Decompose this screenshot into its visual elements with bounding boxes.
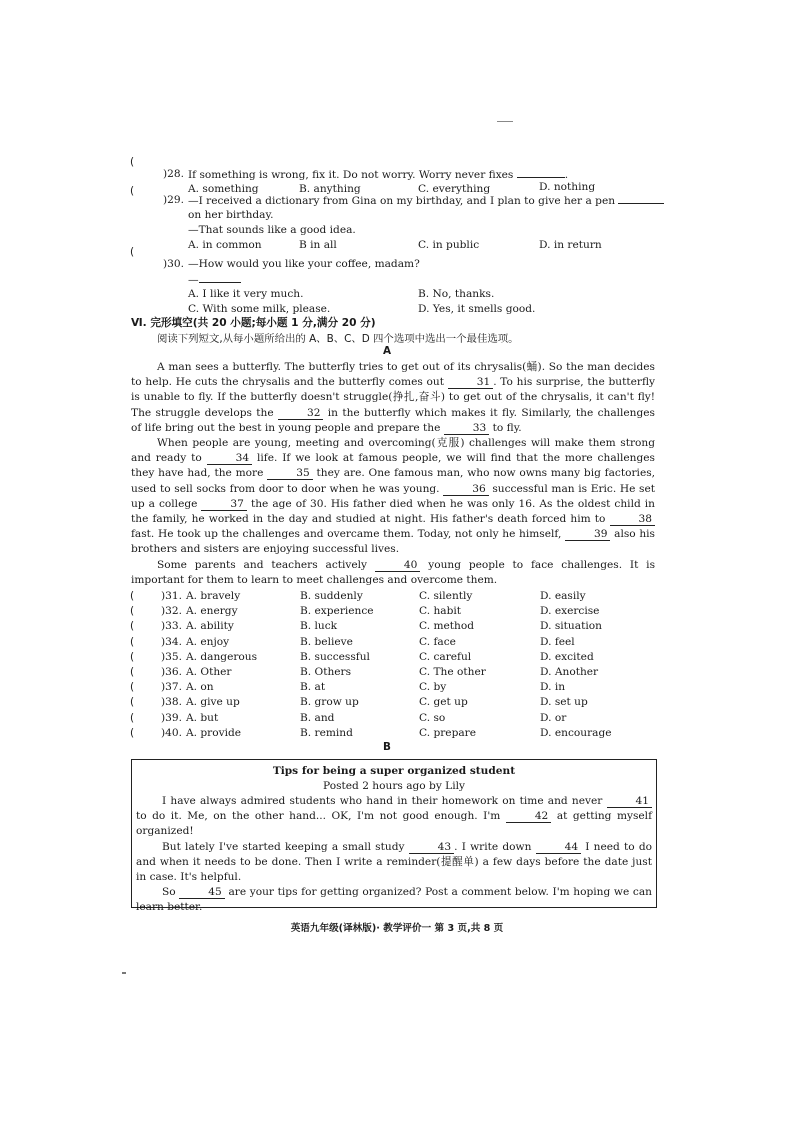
option-c: C. prepare [419,726,477,739]
question-number: )29. [163,194,184,206]
choice-row [131,604,655,619]
passage-b-box [131,759,657,914]
option-d: D. nothing [539,181,596,193]
answer-blank [199,272,241,283]
section-title: Ⅵ. 完形填空(共 20 小题;每小题 1 分,满分 20 分) [131,317,376,329]
blank-34: 34 [207,452,252,465]
answer-paren: ( [130,635,135,648]
blank-36: 36 [443,483,488,496]
passage-b-byline: Posted 2 hours ago by Lily [323,780,465,792]
passage-a-paragraph-1: A man sees a butterfly. The butterfly tries to get out of its chrysalis(蛹). So the man decides to help. He cuts the chrysalis and the butterfly comes out 31 . To his surprise, the butterfly is unable to fly. If the butterfly doesn't struggle(挣扎,奋斗) to get out of the chrysalis, it can't fly! The struggle develops the 32 in the butterfly which makes it fly. Similarly, the challenges of life bring out the best in young people and prepare the 33 to fly. [131,361,655,434]
option-b: B. successful [300,650,370,663]
choice-row [131,665,655,680]
question-number: )37. [161,681,182,694]
question-number: )35. [161,650,182,663]
answer-paren: ( [130,665,135,678]
option-a: A. in common [188,239,262,251]
section-instructions: 阅读下列短文,从每小题所给出的 A、B、C、D 四个选项中选出一个最佳选项。 [157,333,519,345]
passage-a-paragraph-3: Some parents and teachers actively 40 young people to face challenges. It is important for them to learn to meet challenges and overcome them. [131,558,656,586]
option-d: D. encourage [540,726,612,739]
option-a: A. enjoy [186,635,230,648]
question-number: )31. [161,590,182,602]
answer-paren: ( [130,620,135,633]
option-b: B. luck [300,620,338,633]
passage-a-paragraph-2: When people are young, meeting and overcoming(克服) challenges will make them strong and ready to 34 life. If we look at famous people, we will find that the more challenges they have had, the more 35 they are. One famous man, who now owns many big factories, used to sell socks from door to door when he was young. 36 successful man is Eric. He set up a college 37 the age of 30. His father died when he was only 16. As the oldest child in the family, he worked in the day and studied at night. His father's death forced him to 38 fast. He took up the challenges and overcame them. Today, not only he himself, 39 also his brothers and sisters are enjoying successful lives. [131,437,656,556]
answer-paren: ( [130,650,135,663]
option-b: B. Others [300,665,352,678]
option-b: B. grow up [300,696,359,709]
answer-paren: ( [130,605,135,618]
blank-43: 43 [409,841,454,854]
blank-39: 39 [565,528,610,541]
answer-blank [618,193,664,204]
question-number: )38. [161,696,182,709]
option-a: A. give up [186,696,240,709]
option-b: B. anything [299,183,361,195]
choice-row [131,695,655,710]
blank-45: 45 [179,886,224,899]
page-footer: 英语九年级(译林版)· 教学评价一 第 3 页,共 8 页 [290,923,504,934]
answer-paren: ( [130,681,135,694]
blank-38: 38 [610,513,655,526]
blank-42: 42 [506,810,551,823]
question-stem: —How would you like your coffee, madam? [188,258,420,270]
option-d: D. exercise [540,605,600,618]
answer-paren: ( [130,185,135,197]
question-stem-continued: on her birthday. [188,209,274,221]
blank-33: 33 [444,422,489,435]
option-a: A. dangerous [186,650,258,663]
answer-paren: ( [130,696,135,709]
option-a: A. but [186,711,219,724]
option-c: C. get up [419,696,468,709]
question-stem: If something is wrong, fix it. Do not worry. Worry never fixes . [188,169,569,181]
question-number: )36. [161,665,182,678]
blank-44: 44 [536,841,581,854]
option-d: D. feel [540,635,575,648]
blank-40: 40 [375,559,420,572]
blank-41: 41 [607,795,652,808]
blank-35: 35 [267,467,312,480]
choice-row [131,680,655,695]
question-reply: —That sounds like a good idea. [188,224,356,236]
passage-b-label: B [383,741,391,753]
option-a: A. bravely [186,590,241,602]
option-c: C. by [419,681,447,694]
option-a: A. Other [186,665,232,678]
option-c: C. face [419,635,456,648]
option-b: B. remind [300,726,353,739]
passage-b-paragraph-1: I have always admired students who hand in their homework on time and never 41 to do it. Me, on the other hand... OK, I'm not good enough. I'm 42 at getting myself organized! [136,795,652,838]
question-number: )39. [161,711,182,724]
option-d: D. or [540,711,567,724]
scan-speck [122,972,126,974]
choice-row [131,726,655,741]
choice-row [131,589,655,604]
option-c: C. so [419,711,446,724]
option-a: A. ability [186,620,234,633]
scan-mark [497,121,513,122]
option-c: C. The other [419,665,486,678]
option-b: B. experience [300,605,374,618]
choice-row [131,619,655,634]
option-b: B. No, thanks. [418,288,495,300]
choice-row [131,635,655,650]
options-row-1 [131,287,655,302]
passage-b-paragraph-2: But lately I've started keeping a small study 43 . I write down 44 I need to do and when it needs to be done. Then I write a reminder(提醒单) a few days before the date just in case. It's helpful. [136,840,652,884]
blank-37: 37 [201,498,246,511]
question-number: )28. [163,168,184,180]
option-a: A. provide [186,726,242,739]
option-d: D. Yes, it smells good. [418,303,536,315]
choice-row [131,650,655,665]
choice-row [131,711,655,726]
blank-31: 31 [448,376,493,389]
option-d: D. easily [540,590,586,602]
option-c: C. method [419,620,475,633]
option-a: A. I like it very much. [188,288,304,300]
passage-b-paragraph-3: So 45 are your tips for getting organized? Post a comment below. I'm hoping we can learn better. [136,886,652,914]
passage-a [131,360,655,588]
option-d: D. in [540,681,566,694]
option-b: B in all [299,239,337,251]
option-a: A. on [186,681,214,694]
passage-a-label: A [382,345,392,357]
option-c: C. everything [418,183,491,195]
question-number: )30. [163,258,184,270]
question-number: )34. [161,635,182,648]
option-b: B. believe [300,635,353,648]
option-c: C. habit [419,605,462,618]
option-d: D. in return [539,239,602,251]
answer-paren: ( [130,726,135,739]
answer-blank [517,167,565,178]
option-b: B. and [300,711,335,724]
question-number: )32. [161,605,182,618]
passage-b-title: Tips for being a super organized student [272,765,516,777]
option-d: D. Another [540,665,599,678]
option-c: C. careful [419,650,472,663]
option-b: B. suddenly [300,590,363,602]
option-d: D. situation [540,620,602,633]
option-c: C. With some milk, please. [188,303,331,315]
option-c: C. silently [419,590,473,602]
question-number: )40. [161,726,182,739]
option-d: D. excited [540,650,594,663]
question-30 [130,246,655,317]
option-d: D. set up [540,696,588,709]
question-stem: —I received a dictionary from Gina on my birthday, and I plan to give her a pen [188,193,664,209]
option-a: A. energy [186,605,238,618]
answer-paren: ( [130,246,135,258]
option-a: A. something [188,183,259,195]
answer-paren: ( [130,590,135,602]
cloze-choices [131,589,655,741]
option-b: B. at [300,681,326,694]
answer-paren: ( [130,711,135,724]
answer-paren: ( [130,156,135,168]
answer-line: — [131,272,655,287]
blank-32: 32 [278,407,323,420]
question-number: )33. [161,620,182,633]
option-c: C. in public [418,239,480,251]
